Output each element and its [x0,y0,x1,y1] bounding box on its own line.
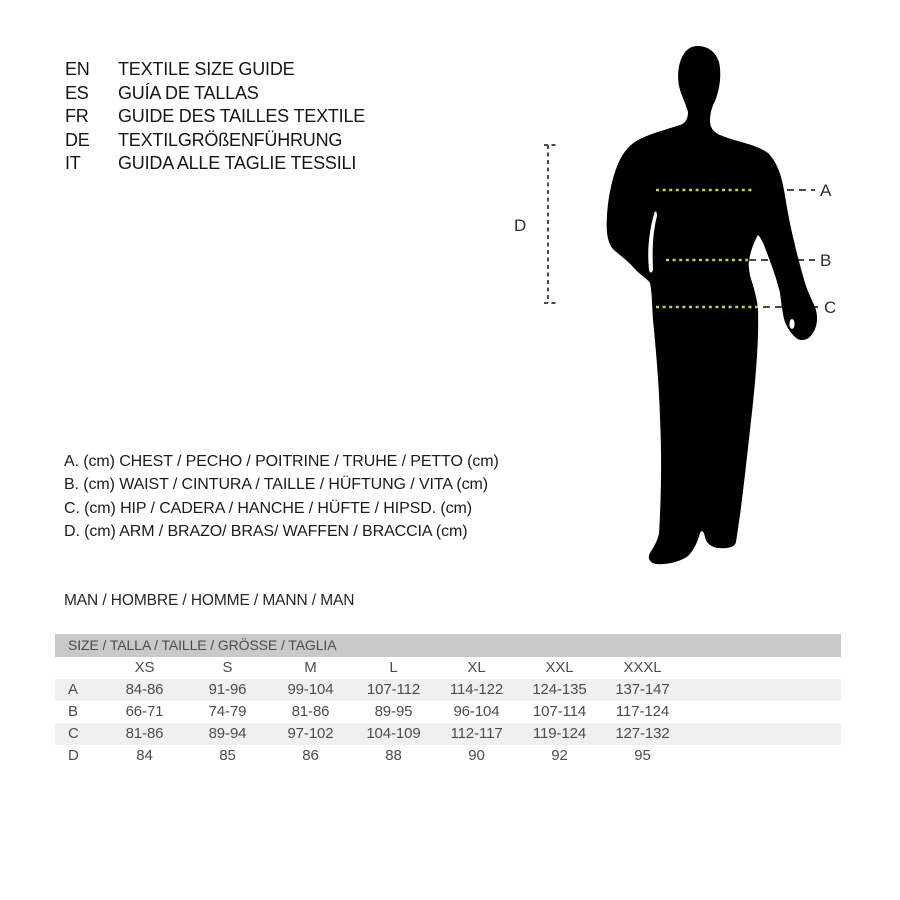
label-waist-b: B [820,251,832,270]
guide-title: GUIDE DES TAILLES TEXTILE [118,106,366,127]
lang-row-en [65,58,365,82]
filler-cell [684,701,841,723]
table-row-b [55,701,841,723]
cell-d-m: 86 [302,747,319,764]
col-header-m: M [304,659,317,676]
lang-row-de [65,129,365,153]
row-label: B [68,703,78,720]
label-chest-a: A [820,181,832,200]
legend-chest: A. (cm) CHEST / PECHO / POITRINE / TRUHE / PETTO (cm) [64,453,499,470]
table-row-a [55,679,841,701]
category-title: MAN / HOMBRE / HOMME / MANN / MAN [64,592,355,609]
table-row-d [55,745,841,767]
cell-a-s: 91-96 [208,681,247,698]
measurement-legend [64,450,499,543]
cell-b-s: 74-79 [208,703,247,720]
cell-c-m: 97-102 [287,725,334,742]
filler-cell [684,723,841,745]
lang-code: IT [65,153,81,174]
legend-arm: D. (cm) ARM / BRAZO/ BRAS/ WAFFEN / BRACCIA (cm) [64,522,468,540]
cell-b-xs: 66-71 [125,703,164,720]
thumb-notch [789,319,794,329]
col-header-xl: XL [467,659,486,676]
language-title-block [65,58,365,176]
legend-waist: B. (cm) WAIST / CINTURA / TAILLE / HÜFTUNG / VITA (cm) [64,476,488,494]
label-arm-d: D [514,216,527,235]
cell-b-m: 81-86 [291,703,330,720]
cell-b-xl: 96-104 [453,703,500,720]
label-hip-c: C [824,298,837,317]
row-label: C [68,725,79,742]
lang-row-fr [65,105,365,129]
cell-c-l: 104-109 [366,725,421,742]
cell-a-xs: 84-86 [125,681,164,698]
lang-row-es [65,82,365,106]
lang-code: DE [65,129,90,150]
cell-c-xl: 112-117 [450,725,503,742]
cell-a-m: 99-104 [287,681,334,698]
lang-code: EN [65,59,90,79]
col-header-xxxl: XXXL [623,659,662,676]
cell-d-xxxl: 95 [634,747,651,764]
cell-d-xxl: 92 [551,747,568,764]
cell-c-xs: 81-86 [125,725,164,742]
filler-cell [684,657,841,679]
lang-code: ES [65,82,89,103]
guide-title: GUIDA ALLE TAGLIE TESSILI [118,153,357,174]
cell-a-xl: 114-122 [449,681,504,698]
guide-title: TEXTILE SIZE GUIDE [118,59,295,79]
measurement-figure [500,20,860,580]
size-table [55,634,841,767]
cell-d-xs: 84 [136,747,153,764]
cell-c-xxxl: 127-132 [615,725,670,742]
cell-b-xxl: 107-114 [532,703,587,720]
guide-title: TEXTILGRÖßENFÜHRUNG [118,129,343,150]
lang-code: FR [65,106,89,127]
man-silhouette-diagram [500,20,860,580]
cell-a-l: 107-112 [366,681,421,698]
size-columns-row [55,657,841,679]
col-header-xs: XS [134,659,155,676]
cell-d-l: 88 [385,747,402,764]
legend-hip: C. (cm) HIP / CADERA / HANCHE / HÜFTE / HIPSD. (cm) [64,499,472,517]
col-header-l: L [389,659,398,676]
lang-row-it [65,152,365,176]
cell-d-xl: 90 [468,747,485,764]
cell-a-xxl: 124-135 [532,681,587,698]
size-table-header: SIZE / TALLA / TAILLE / GRÖSSE / TAGLIA [55,634,841,657]
corner-cell [55,657,103,679]
table-row-c [55,723,841,745]
cell-a-xxxl: 137-147 [615,681,670,698]
filler-cell [684,745,841,767]
col-header-xxl: XXL [545,659,574,676]
row-label: D [68,747,79,764]
filler-cell [684,679,841,701]
cell-b-xxxl: 117-124 [615,703,670,720]
col-header-s: S [222,659,233,676]
cell-d-s: 85 [219,747,236,764]
cell-c-xxl: 119-124 [532,725,587,742]
guide-title: GUÍA DE TALLAS [118,82,259,103]
man-silhouette [607,46,817,564]
cell-c-s: 89-94 [208,725,247,742]
row-label: A [68,681,78,698]
cell-b-l: 89-95 [374,703,413,720]
